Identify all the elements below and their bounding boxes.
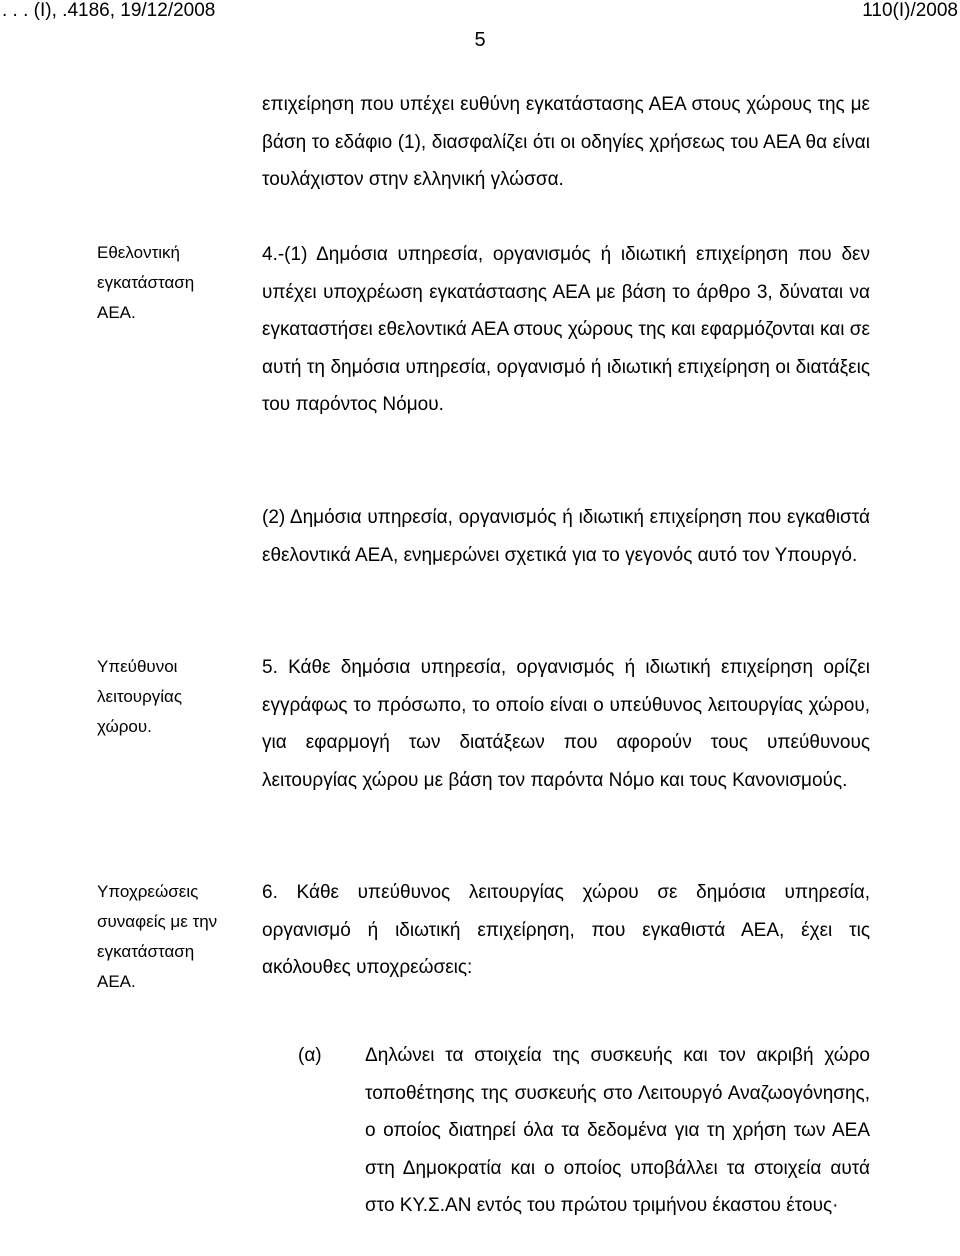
section-4-1-text: 4.-(1) Δημόσια υπηρεσία, οργανισμός ή ιδιωτική επιχείρηση που δεν υπέχει υποχρέωση εγκατάστασης ΑΕΑ με βάση το άρθρο 3, δύναται να εγκαταστήσει εθελοντικά ΑΕΑ στους χώρους της και εφαρμόζονται και σε αυτή τη δημόσια υπηρεσία, οργανισμό ή ιδιωτική επιχείρηση οι διατάξεις του παρόντος Νόμου.: [262, 244, 870, 415]
marginal-note-section-5: [97, 652, 242, 742]
marginal-note-line: λειτουργίας: [97, 687, 183, 706]
continuation-text: επιχείρηση που υπέχει ευθύνη εγκατάστασης ΑΕΑ στους χώρους της με βάση το εδάφιο (1), διασφαλίζει ότι οι οδηγίες χρήσεως του ΑΕΑ θα είναι τουλάχιστον στην ελληνική γλώσσα.: [262, 94, 870, 190]
section-6: [262, 874, 870, 987]
marginal-note-line: ΑΕΑ.: [97, 972, 136, 991]
section-6-a: [262, 1037, 870, 1225]
marginal-note-section-6: [97, 877, 242, 997]
marginal-note-line: ΑΕΑ.: [97, 303, 136, 322]
continuation-paragraph: [262, 86, 870, 199]
marginal-note-line: χώρου.: [97, 717, 152, 736]
marginal-note-line: Υποχρεώσεις: [97, 882, 199, 901]
marginal-note-line: συναφείς με την: [97, 912, 218, 931]
section-5: [262, 649, 870, 799]
page-number: 5: [474, 29, 486, 51]
page-header: [0, 0, 960, 30]
marginal-note-line: εγκατάσταση: [97, 273, 195, 292]
marginal-note-line: Υπεύθυνοι: [97, 657, 178, 676]
marginal-note-line: εγκατάσταση: [97, 942, 195, 961]
marginal-note-section-4: [97, 238, 242, 328]
section-4-1: [262, 236, 870, 424]
section-4-2: [262, 499, 870, 574]
section-6-text: 6. Κάθε υπεύθυνος λειτουργίας χώρου σε δημόσια υπηρεσία, οργανισμό ή ιδιωτική επιχείρηση, που εγκαθιστά ΑΕΑ, έχει τις ακόλουθες υποχρεώσεις:: [262, 882, 870, 978]
marginal-note-line: Εθελοντική: [97, 243, 181, 262]
header-gazette-reference: . . . (Ι), .4186, 19/12/2008: [2, 0, 216, 21]
section-5-text: 5. Κάθε δημόσια υπηρεσία, οργανισμός ή ιδιωτική επιχείρηση ορίζει εγγράφως το πρόσωπο, το οποίο είναι ο υπεύθυνος λειτουργίας χώρου, για εφαρμογή των διατάξεων που αφορούν τους υπεύθυνους λειτουργίας χώρου με βάση τον παρόντα Νόμο και τους Κανονισμούς.: [262, 657, 870, 791]
header-law-number: 110(Ι)/2008: [862, 0, 958, 21]
section-6-a-text: Δηλώνει τα στοιχεία της συσκευής και τον ακριβή χώρο τοποθέτησης της συσκευής στο Λειτουργό Αναζωογόνησης, ο οποίος διατηρεί όλα τα δεδομένα για τη χρήση των ΑΕΑ στη Δημοκρατία και ο οποίος υποβάλλει τα στοιχεία αυτά στο ΚΥ.Σ.ΑΝ εντός του πρώτου τριμήνου έκαστου έτους·: [365, 1045, 870, 1216]
section-4-2-text: (2) Δημόσια υπηρεσία, οργανισμός ή ιδιωτική επιχείρηση που εγκαθιστά εθελοντικά ΑΕΑ, ενημερώνει σχετικά για το γεγονός αυτό τον Υπουργό.: [262, 507, 870, 566]
section-6-a-label: (α): [298, 1045, 322, 1066]
